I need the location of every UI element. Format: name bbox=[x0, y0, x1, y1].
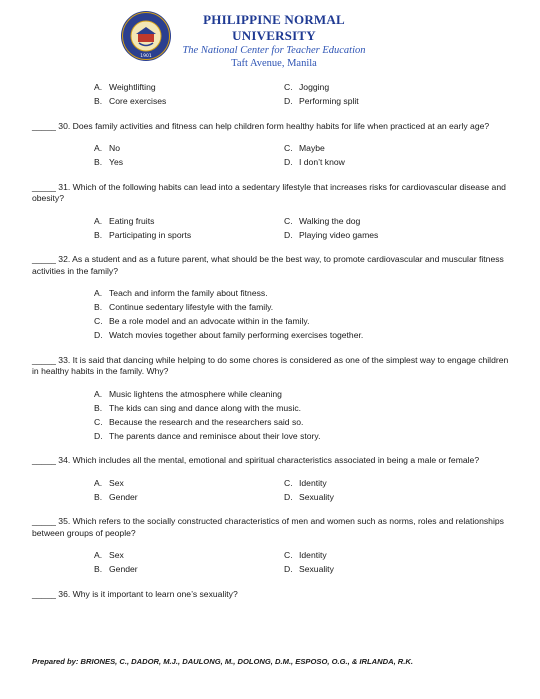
option-item: D. Playing video games bbox=[284, 229, 379, 240]
option-item: A. Teach and inform the family about fitness. bbox=[94, 288, 268, 298]
question-30: _____ 30. Does family activities and fitness can help children form healthy habits for life when practiced at an early age? bbox=[32, 120, 490, 131]
question-31-options bbox=[94, 216, 512, 242]
option-item: D. Watch movies together about family performing exercises together. bbox=[94, 330, 364, 340]
option-item: B. The kids can sing and dance along with the music. bbox=[94, 402, 302, 413]
option-item: B. Core exercises bbox=[94, 96, 167, 106]
option-item: C. Maybe bbox=[284, 143, 325, 153]
university-seal-icon bbox=[120, 10, 172, 62]
option-item: B. Continue sedentary lifestyle with the family. bbox=[94, 302, 274, 312]
header-text bbox=[174, 12, 374, 70]
option-item: A. Sex bbox=[94, 477, 124, 488]
option-item: A. Music lightens the atmosphere while cleaning bbox=[94, 388, 282, 399]
option-item: C. Because the research and the researchers said so. bbox=[94, 416, 304, 427]
option-item: C. Identity bbox=[284, 550, 327, 560]
option-item: C. Be a role model and an advocate within in the family. bbox=[94, 316, 310, 326]
option-item: A. Eating fruits bbox=[94, 215, 155, 226]
option-item: D. I don’t know bbox=[284, 157, 345, 167]
university-subtitle: The National Center for Teacher Education bbox=[182, 45, 366, 56]
option-item: B. Participating in sports bbox=[94, 229, 192, 240]
option-item: C. Identity bbox=[284, 477, 327, 488]
question-30-options bbox=[94, 143, 512, 169]
option-item: A. No bbox=[94, 143, 120, 153]
university-name: PHILIPPINE NORMAL UNIVERSITY bbox=[203, 12, 345, 43]
option-item: B. Gender bbox=[94, 491, 138, 502]
option-item: A. Sex bbox=[94, 550, 124, 560]
exam-content bbox=[32, 82, 512, 611]
question-33-options bbox=[94, 389, 512, 443]
question-36: _____ 36. Why is it important to learn one’s sexuality? bbox=[32, 588, 238, 599]
option-item: A. Weightlifting bbox=[94, 82, 156, 92]
option-item: D. Sexuality bbox=[284, 491, 334, 502]
question-31: _____ 31. Which of the following habits can lead into a sedentary lifestyle that increases risks for cardiovascular disease and obesity? bbox=[32, 181, 506, 203]
option-item: B. Yes bbox=[94, 157, 124, 167]
university-address: Taft Avenue, Manila bbox=[231, 58, 317, 69]
question-32: _____ 32. As a student and as a future parent, what should be the best way, to promote cardiovascular and muscular fitness activities in the family? bbox=[32, 254, 504, 276]
question-34-options bbox=[94, 478, 512, 504]
option-item: D. Sexuality bbox=[284, 564, 334, 574]
option-item: C. Jogging bbox=[284, 82, 330, 92]
option-item: C. Walking the dog bbox=[284, 215, 361, 226]
option-item: B. Gender bbox=[94, 564, 138, 574]
question-35-options bbox=[94, 550, 512, 576]
page-header bbox=[0, 10, 540, 76]
question-32-options bbox=[94, 288, 512, 342]
question-33: _____ 33. It is said that dancing while helping to do some chores is considered as one of the simplest way to engage children in healthy habits in the family. Why? bbox=[32, 354, 509, 376]
option-item: D. The parents dance and reminisce about their love story. bbox=[94, 430, 321, 441]
option-item: D. Performing split bbox=[284, 96, 359, 106]
svg-text:1901: 1901 bbox=[140, 54, 152, 59]
prev-question-options bbox=[94, 82, 512, 108]
prepared-by-footer: Prepared by: BRIONES, C., DADOR, M.J., DAULONG, M., DOLONG, D.M., ESPOSO, O.G., & IRLANDA, R.K. bbox=[32, 657, 413, 666]
question-35: _____ 35. Which refers to the socially constructed characteristics of men and women such as norms, roles and relationships between groups of people? bbox=[32, 516, 504, 538]
question-34: _____ 34. Which includes all the mental, emotional and spiritual characteristics associated in being a male or female? bbox=[32, 455, 480, 465]
